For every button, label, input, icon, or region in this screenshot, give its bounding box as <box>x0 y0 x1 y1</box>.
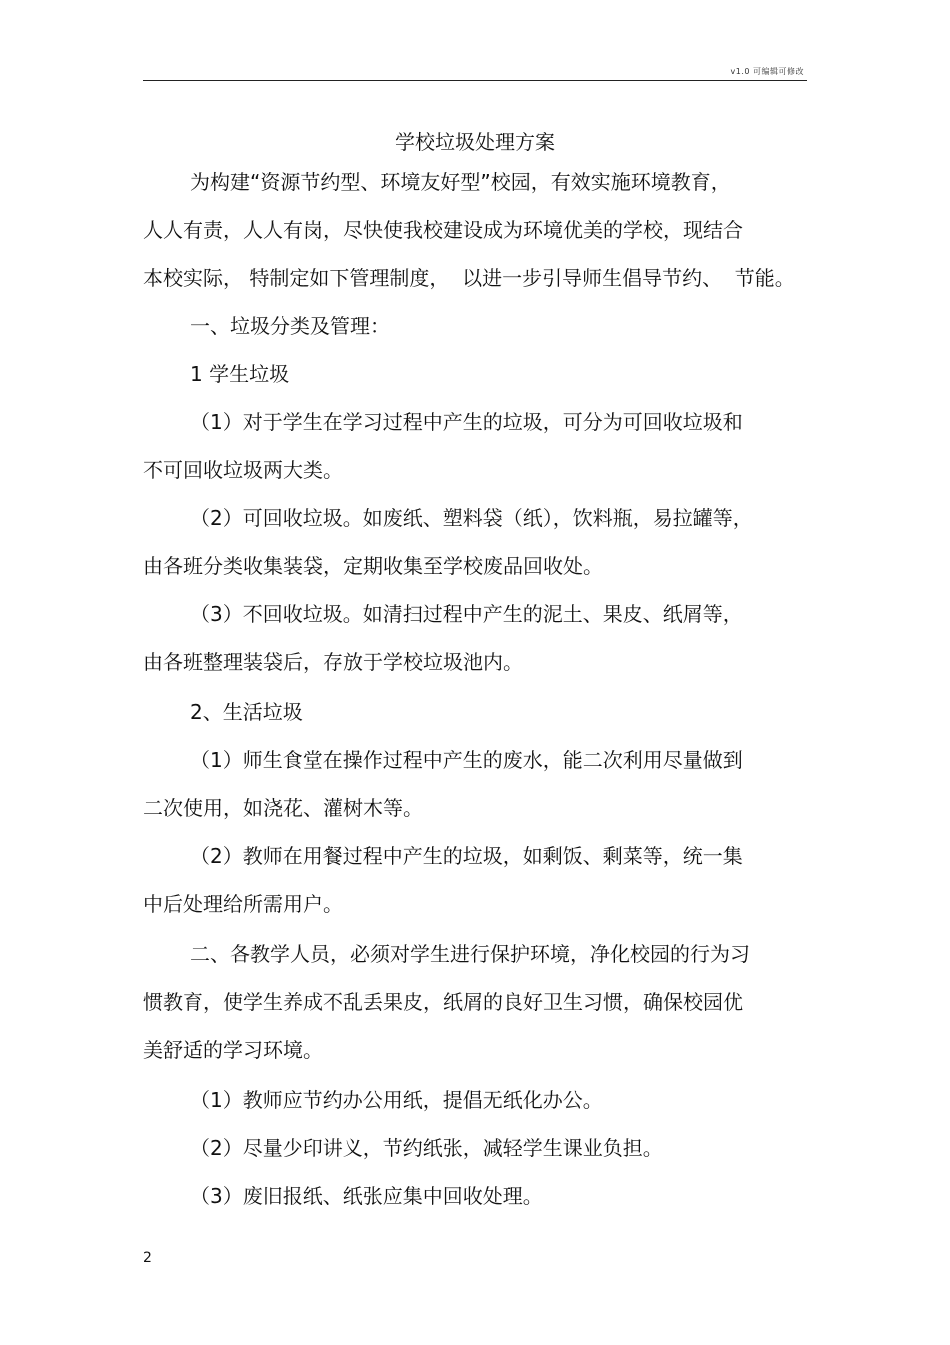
paragraph-line: 由各班分类收集装袋，定期收集至学校废品回收处。 <box>143 554 603 578</box>
paragraph-line: （1）教师应节约办公用纸，提倡无纸化办公。 <box>190 1088 603 1112</box>
paragraph-line: 惯教育，使学生养成不乱丢果皮，纸屑的良好卫生习惯，确保校园优 <box>143 990 743 1014</box>
paragraph-line: （3）废旧报纸、纸张应集中回收处理。 <box>190 1184 543 1208</box>
header-divider <box>143 80 807 81</box>
paragraph-line: 不可回收垃圾两大类。 <box>143 458 343 482</box>
paragraph-line: 二次使用，如浇花、灌树木等。 <box>143 796 423 820</box>
paragraph-line: （1）师生食堂在操作过程中产生的废水，能二次利用尽量做到 <box>190 748 743 772</box>
paragraph-line: （2）可回收垃圾。如废纸、塑料袋（纸），饮料瓶，易拉罐等， <box>190 506 753 530</box>
paragraph-line: 美舒适的学习环境。 <box>143 1038 323 1062</box>
paragraph-line: 中后处理给所需用户。 <box>143 892 343 916</box>
section-heading: 二、各教学人员，必须对学生进行保护环境，净化校园的行为习 <box>190 942 750 966</box>
paragraph-line: （3）不回收垃圾。如清扫过程中产生的泥土、果皮、纸屑等， <box>190 602 743 626</box>
section-heading: 一、垃圾分类及管理： <box>190 314 390 338</box>
paragraph-line: （1）对于学生在学习过程中产生的垃圾，可分为可回收垃圾和 <box>190 410 743 434</box>
paragraph-line: 本校实际， 特制定如下管理制度， 以进一步引导师生倡导节约、 节能。 <box>143 266 795 290</box>
paragraph-line: （2）尽量少印讲义，节约纸张，减轻学生课业负担。 <box>190 1136 663 1160</box>
subsection-heading: 2、生活垃圾 <box>190 700 303 724</box>
paragraph-line: 为构建“资源节约型、环境友好型”校园，有效实施环境教育， <box>190 170 731 194</box>
subsection-heading: 1 学生垃圾 <box>190 362 290 386</box>
header-version-label: v1.0 可编辑可修改 <box>730 67 804 76</box>
paragraph-line: （2）教师在用餐过程中产生的垃圾，如剩饭、剩菜等，统一集 <box>190 844 743 868</box>
paragraph-line: 人人有责，人人有岗，尽快使我校建设成为环境优美的学校，现结合 <box>143 218 743 242</box>
paragraph-line: 由各班整理装袋后，存放于学校垃圾池内。 <box>143 650 523 674</box>
page-number: 2 <box>143 1250 152 1266</box>
document-title: 学校垃圾处理方案 <box>395 130 555 154</box>
